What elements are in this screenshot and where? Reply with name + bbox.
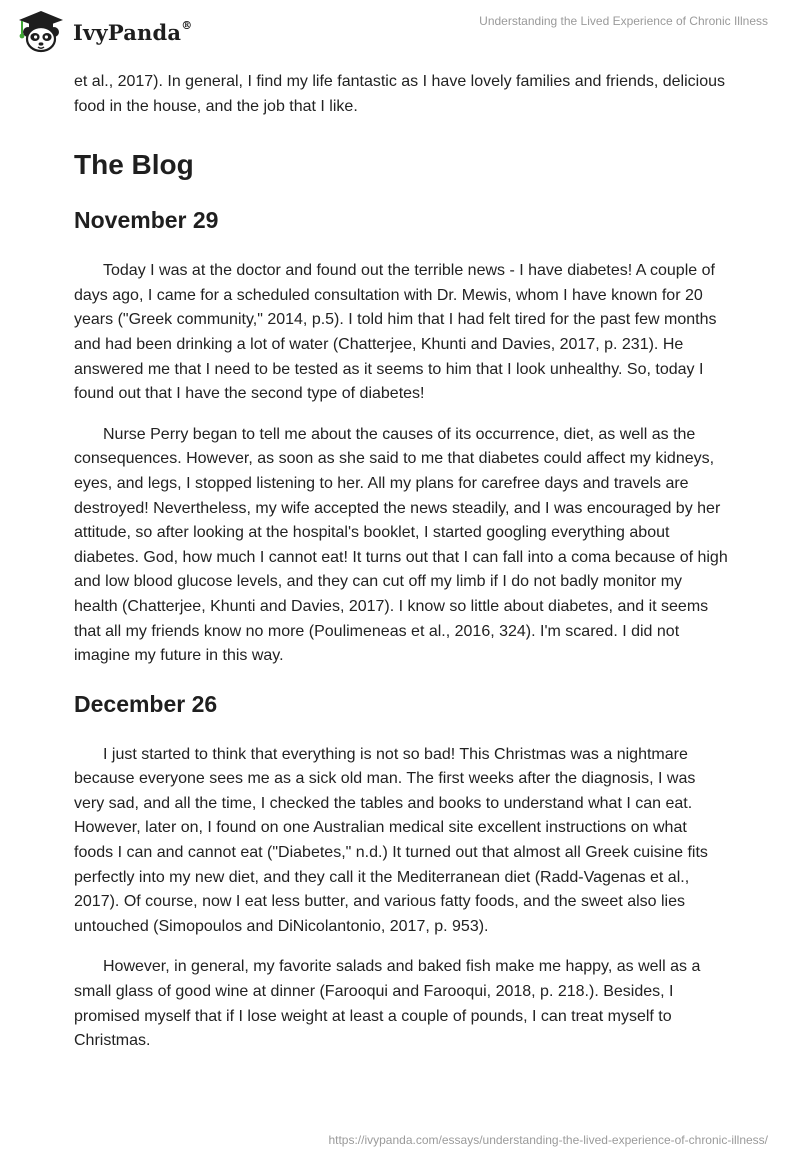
panda-logo-icon — [16, 9, 66, 53]
page-header — [0, 0, 800, 62]
logo-text: IvyPanda — [73, 20, 182, 45]
document-title: Understanding the Lived Experience of Chronic Illness — [479, 14, 768, 28]
entry-paragraph: I just started to think that everything is not so bad! This Christmas was a nightmare because everyone sees me as a sick old man. The first weeks after the diagnosis, I was very sad, and all the time, I checked the tables and books to understand what I can eat. However, later on, I found on one Australian medical site excellent instructions on what foods I can and cannot eat ("Diabetes," n.d.) It turned out that almost all Greek cuisine fits perfectly into my new diet, and they call it the Mediterranean diet (Radd-Vagenas et al., 2017). Of course, now I eat less butter, and various fatty foods, and the sweet also lies untouched (Simopoulos and DiNicolantonio, 2017, p. 953). — [74, 745, 708, 935]
ivypanda-logo[interactable] — [16, 9, 192, 53]
intro-paragraph: et al., 2017). In general, I find my life fantastic as I have lovely families and friends, delicious food in the house, and the job that I like. — [74, 73, 725, 115]
entry-date-heading: December 26 — [74, 690, 218, 717]
article-body — [74, 70, 728, 1054]
entry-paragraph: Nurse Perry began to tell me about the causes of its occurrence, diet, as well as the consequences. However, as soon as she said to me that diabetes could affect my kidneys, eyes, and legs, I stopped listening to her. All my plans for carefree days and travels are destroyed! Nevertheless, my wife accepted the news steadily, and I was encouraged by her attitude, so after looking at the hospital's booklet, I started googling everything about diabetes. God, how much I cannot eat! It turns out that I can fall into a coma because of high and low blood glucose levels, and they can cut off my limb if I do not badly monitor my health (Chatterjee, Khunti and Davies, 2017). I know so little about diabetes, and it seems that all my friends know no more (Poulimeneas et al., 2016, 324). I'm scared. I did not imagine my future in this way. — [74, 425, 728, 665]
entry-date-heading: November 29 — [74, 207, 219, 234]
entry-paragraph: However, in general, my favorite salads and baked fish make me happy, as well as a small glass of good wine at dinner (Farooqui and Farooqui, 2018, p. 218.). Besides, I promised myself that if I lose weight at least a couple of pounds, I can treat myself to Christmas. — [74, 958, 701, 1050]
logo-wordmark — [73, 20, 192, 45]
source-url[interactable]: https://ivypanda.com/essays/understanding-the-lived-experience-of-chronic-illness/ — [328, 1133, 768, 1147]
registered-mark: ® — [181, 19, 193, 32]
blog-heading: The Blog — [74, 149, 194, 181]
entry-paragraph: Today I was at the doctor and found out the terrible news - I have diabetes! A couple of days ago, I came for a scheduled consultation with Dr. Mewis, whom I have known for 20 years ("Greek community," 2014, p.5). I told him that I had felt tired for the past few months and had been drinking a lot of water (Chatterjee, Khunti and Davies, 2017, p. 231). He answered me that I need to be tested as it seems to him that I look unhealthy. So, today I found out that I have the second type of diabetes! — [74, 262, 717, 403]
